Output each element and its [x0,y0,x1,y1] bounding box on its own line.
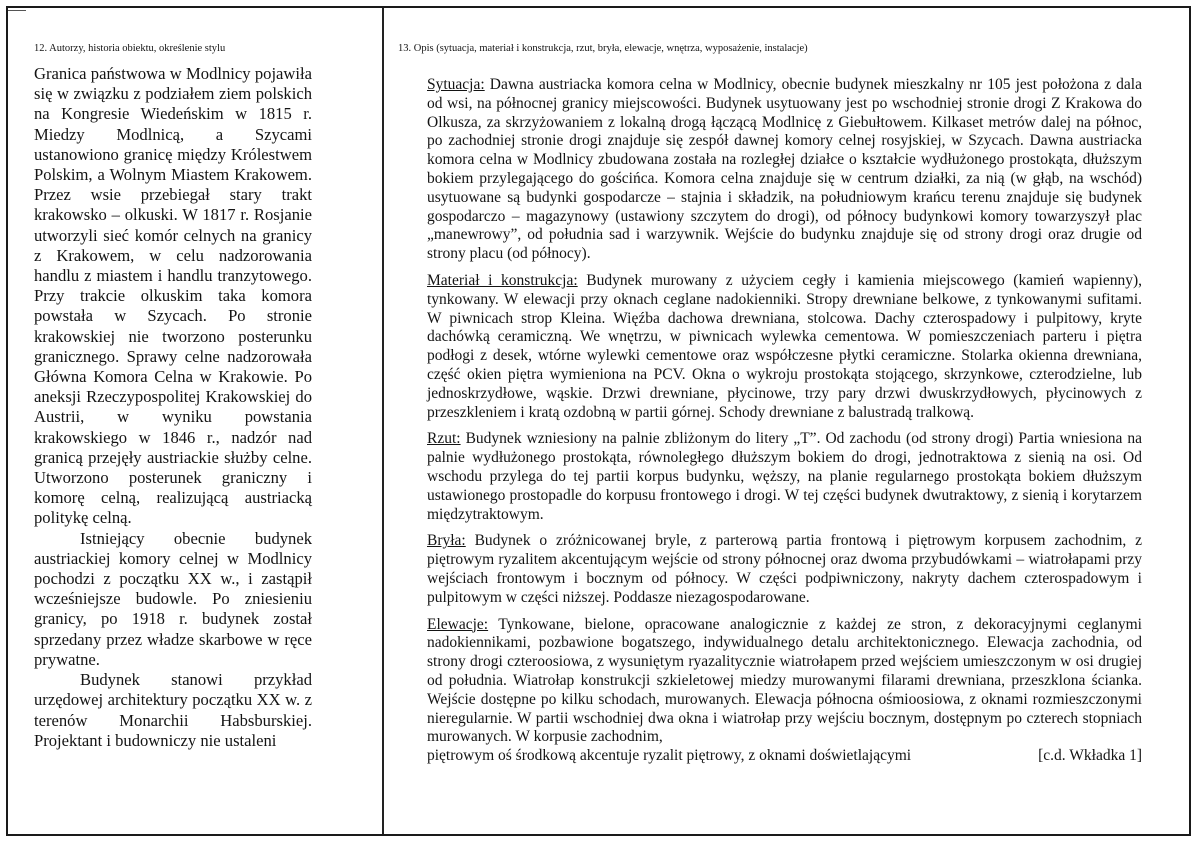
section-massing [427,532,1142,607]
corner-dash [8,10,26,11]
section-situation [427,76,1142,264]
section-body: Budynek wzniesiony na palnie zbliżonym do litery „T”. Od zachodu (od strony drogi) Partia wniesiona na palnie wydłużonego prostokąta, równoległego dłuższym bokiem do drogi, jednotraktowa z sienią na osi. Od wschodu przylega do tej partii korpus budynku, węższy, na planie regularnego prostokąta bokiem dłuższym ustawionego prostopadle do korpusu frontowego i drogi. W tej części budynek dwutraktowy, z sienią i korytarzem międzytraktowym. [427,430,1142,523]
history-text [34,64,312,751]
right-column-header: 13. Opis (sytuacja, materiał i konstrukcja, rzut, bryła, elewacje, wnętrza, wyposażenie, instalacje) [398,43,808,54]
section-heading: Elewacje: [427,615,489,633]
description-text [427,76,1142,766]
section-last-line [427,747,1142,766]
history-paragraph: Granica państwowa w Modlnicy pojawiła się w związku z podziałem ziem polskich na Kongresie Wiedeńskim w 1815 r. Miedzy Modlnicą, a Szycami ustanowiono granicę między Królestwem Polskim, a Wolnym Miastem Krakowem. Przez wsie przebiegał stary trakt krakowsko – olkuski. W 1817 r. Rosjanie utworzyli sieć komór celnych na granicy z Krakowem, w celu nadzorowania handlu z miastem i handlu tranzytowego. Przy trakcie olkuskim taka komora powstała w Szycach. Po stronie krakowskiej nie tworzono posterunku granicznego. Sprawy celne nadzorowała Główna Komora Celna w Krakowie. Po aneksji Rzeczypospolitej Krakowskiej do Austrii, w wyniku powstania krakowskiego w 1846 r., nadzór nad granicą przejęły austriackie służby celne. Utworzono posterunek graniczny i komorę celną, realizującą austriacką politykę celną. [34,64,312,528]
section-heading: Rzut: [427,430,461,448]
section-heading: Materiał i konstrukcja: [427,271,578,289]
section-plan [427,430,1142,524]
section-body: Budynek o zróżnicowanej bryle, z parterową partia frontową i piętrowym korpusem zachodnim, z piętrowym ryzalitem akcentującym wejście od strony północnej oraz dwoma przybudówkami – wiatrołapami przy wejściach frontowym i bocznym od północy. W części podpiwniczony, nakryty dachem czterospadowym i pulpitowym w części niższej. Poddasze niezagospodarowane. [427,532,1142,606]
section-body: Dawna austriacka komora celna w Modlnicy, obecnie budynek mieszkalny nr 105 jest położona z dala od wsi, na północnej granicy miejscowości. Budynek usytuowany jest po wschodniej stronie drogi Z Krakowa do Olkusza, za skrzyżowaniem z lokalną drogą łączącą Modlnicę z Giebułtowem. Kilkaset metrów dalej na północ, po zachodniej stronie drogi znajduje się zespół dawnej komory celnej rosyjskiej, w Szycach. Dawna austriacka komora celna w Modlnicy zbudowana została na rozległej działce o kształcie wydłużonego prostokąta, dłuższym bokiem przylegającego do gościńca. Komora celna znajduje się w centrum działki, za nią (w głąb, na wschód) usytuowane są budynki gospodarcze – stajnia i składzik, na południowym krańcu terenu znajduje się budynek gospodarczo – magazynowy (ustawiony szczytem do drogi), od północy budynkowi komory towarzyszył plac „manewrowy”, od południa sad i warzywnik. Wejście do budynku znajduje się od strony drogi oraz drugie od strony placu (od północy). [427,76,1142,263]
section-body: Budynek murowany z użyciem cegły i kamienia miejscowego (kamień wapienny), tynkowany. W elewacji przy oknach ceglane nadokienniki. Stropy drewniane belkowe, z tynkowanymi sufitami. W piwnicach strop Kleina. Więźba dachowa drewniana, stolcowa. Dachy czterospadowy i pulpitowy, kryte dachówką ceramiczną. We wnętrzu, w piwnicach wylewka cementowa. W pomieszczeniach parteru i piętra podłogi z desek, wtórne wylewki cementowe oraz współczesne płytki ceramiczne. Stolarka okienna drewniana, część okien piętra wymieniona na PCV. Okna o wykroju prostokąta stojącego, skrzynkowe, czterodzielne, lub jednoskrzydłowe, wąskie. Drzwi drewniane, płycinowe, trzy pary drzwi dwuskrzydłowych, płycinowych z przeszkleniem i kratą ozdobną w partii górnej. Schody drewniane z balustradą tralkową. [427,271,1143,421]
left-column-header: 12. Autorzy, historia obiektu, określenie stylu [34,43,226,54]
section-material [427,272,1142,422]
section-elevations [427,616,1142,766]
section-heading: Bryła: [427,532,466,550]
section-body-end: piętrowym oś środkową akcentuje ryzalit piętrowy, z oknami doświetlającymi [427,747,912,765]
column-divider [382,8,384,834]
continuation-note: [c.d. Wkładka 1] [1038,747,1142,765]
section-heading: Sytuacja: [427,76,485,93]
history-paragraph: Budynek stanowi przykład urzędowej architektury początku XX w. z terenów Monarchii Habsburskiej. Projektant i budowniczy nie ustaleni [34,670,312,750]
section-body: Tynkowane, bielone, opracowane analogicznie z każdej ze stron, z dekoracyjnymi ceglanymi nadokiennikami, pozbawione bogatszego, indywidualnego detalu architektonicznego. Elewacja zachodnia, od strony drogi czteroosiowa, z wysuniętym ryazalitycznie wiatrołapem przed wejściem umieszczonym w osi drugiej od południa. Wiatrołap konstrukcji szkieletowej miedzy murowanymi filarami drewniana, przeszklona ścianka. Wejście dostępne po kilku schodach, murowanych. Elewacja północna ośmioosiowa, z oknami rozmieszczonymi nieregularnie. W partii wschodniej dwa okna i wiatrołap przy wejściu bocznym, dostępnym po czterech stopniach murowanych. W korpusie zachodnim, [427,615,1142,746]
history-paragraph: Istniejący obecnie budynek austriackiej komory celnej w Modlnicy pochodzi z początku XX w., i zastąpił wcześniejsze budowle. Po zniesieniu granicy, po 1918 r. budynek został sprzedany przez władze skarbowe w ręce prywatne. [34,528,312,669]
